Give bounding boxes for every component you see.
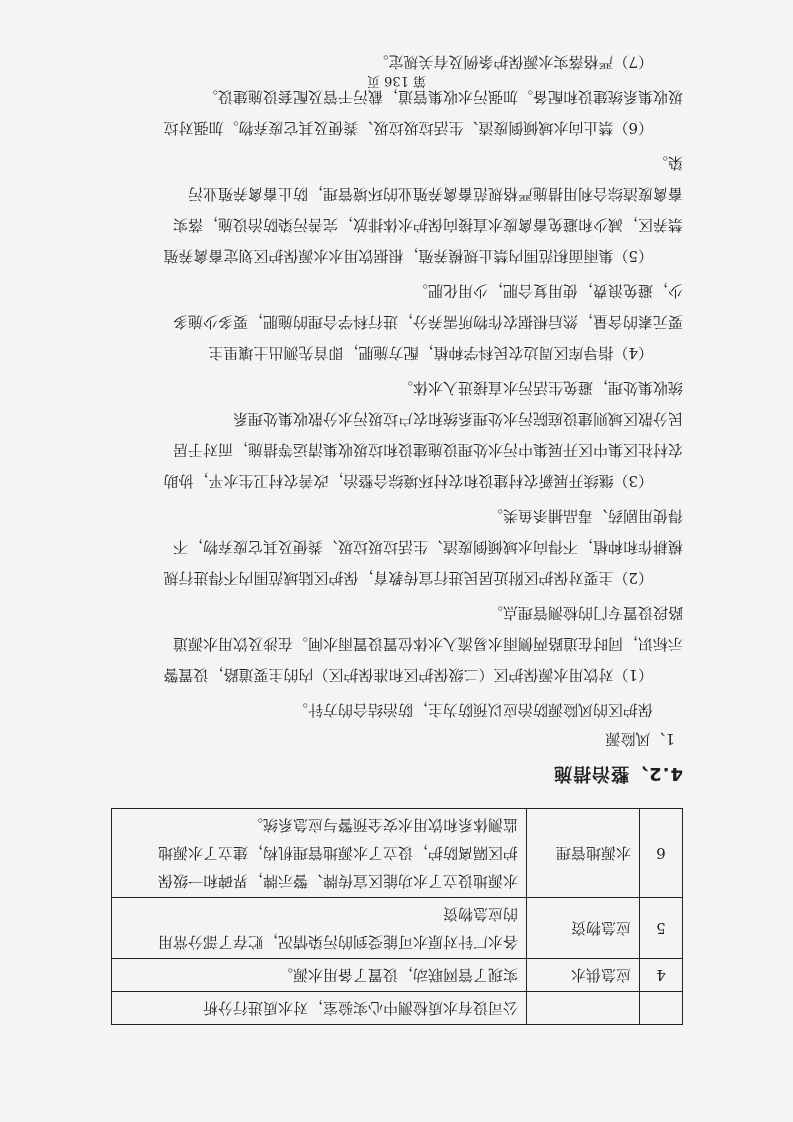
paragraph-line: 示标识，同时在道路两侧雨水易流入水体位置设置雨水闸。在涉及饮用水源道 [172,635,683,653]
subheading-risk-sources: 1、风险源 [605,730,675,748]
paragraph-line: （5）集雨面积范围内禁止规模养殖，根据饮用水水源保护区划定畜禽养殖 [163,247,653,265]
table-row [112,992,683,1025]
measures-table [111,808,683,1025]
paragraph-line: （3）继续开展新农村建设和农村环境综合整治，改善农村卫生水平，协助 [163,472,653,490]
row-description [112,959,527,992]
paragraph-line: 要元素的含量，然后根据农作物所需养分，进行科学合理的施肥，要多少施多 [172,313,683,331]
paragraph-line: （7）严格落实水源保护条例及有关规定。 [373,53,653,71]
table-row [112,959,683,992]
measures-table-body [112,809,683,1025]
row-description [112,992,527,1025]
description-line: 公司设有水质检测中心实验室，对水质进行分析 [202,999,518,1017]
paragraph-line: （6）禁止向水域倾倒废渣、生活垃圾垃圾、粪便及其它废弃物。加强对垃 [163,119,653,137]
table-row [112,809,683,898]
page-number: 第 136 页 [366,73,427,88]
paragraph-line: 民分散区域则建设庭院污水处理系统和农户垃圾污水分散收集处理系 [232,410,683,428]
page-content [111,46,683,1025]
paragraph [111,275,683,368]
paragraph [111,372,683,496]
row-number [640,992,683,1025]
paragraph [111,694,683,725]
description-line: 护区隔离防护，设立了水源地管理机构，建立了水源地 [157,844,518,862]
paragraph-line: 圾收集系统建设和配备。加强污水收集管道，截污干管及配套设施建设。 [202,88,683,106]
paragraph-line: 农村社区集中区开展集中污水处理设施建设和垃圾收集清运等措施，而对于居 [172,441,683,459]
row-item: 应急供水 [527,959,640,992]
row-number: 4 [640,959,683,992]
table-row [112,898,683,959]
paragraph-line: 畜禽废渣综合利用措施严格规范畜禽养殖业的环境管理，防止畜禽养殖业污 [187,185,683,203]
paragraph-line: 路段设置专门的检测管理点。 [487,604,683,622]
description-line: 各水厂针对原水可能受到的污染情况，贮存了部分常用 [157,933,518,951]
row-description [112,809,527,898]
paragraph-line: 模耕作和种植，不得向水域倾倒废渣、生活垃圾垃圾、粪便及其它废弃物，不 [172,538,683,556]
paragraph [111,147,683,271]
paragraph-line: （4）指导库区周边农民科学种植，配方施肥，即首先测出土壤里主 [208,344,653,362]
paragraph-line: （1）对饮用水源保护区（二级保护区和准保护区）内的主要道路，设置警 [163,666,653,684]
paragraph-line: 保护区的风险源防治应以预防为主，防治结合的方针。 [292,701,653,719]
description-line: 监测体系和饮用水安全预警与应急系统。 [247,816,518,834]
description-line: 水源地设立了水功能区宣传牌、警示牌，界碑和一级保 [157,872,518,890]
paragraph-line: （2）主要对保护区附近居民进行宣传教育，保护区陆域范围内不得进行规 [163,569,653,587]
row-number: 5 [640,898,683,959]
paragraph [111,500,683,593]
row-item [527,992,640,1025]
paragraph-line: 少，避免浪费，使用复合肥，少用化肥。 [412,282,683,300]
row-number: 6 [640,809,683,898]
paragraph-line: 统收集处理，避免生活污水直接进入水体。 [397,379,683,397]
row-description [112,898,527,959]
paragraph-line: 染。 [652,154,683,172]
paragraph [111,597,683,690]
row-item: 水源地管理 [527,809,640,898]
row-item: 应急物资 [527,898,640,959]
paragraph-line: 禁养区，减少和避免畜禽废水直接向保护水体排放，完善污染防治设施，落实 [172,216,683,234]
description-line: 实现了管网联动，设置了备用水源。 [277,966,518,984]
body-text [111,46,683,725]
description-line: 的应急物资 [442,905,518,923]
paragraph-line: 得使用剧药、毒品捕杀鱼类。 [487,507,683,525]
section-title: 4.2、整治措施 [553,763,683,784]
